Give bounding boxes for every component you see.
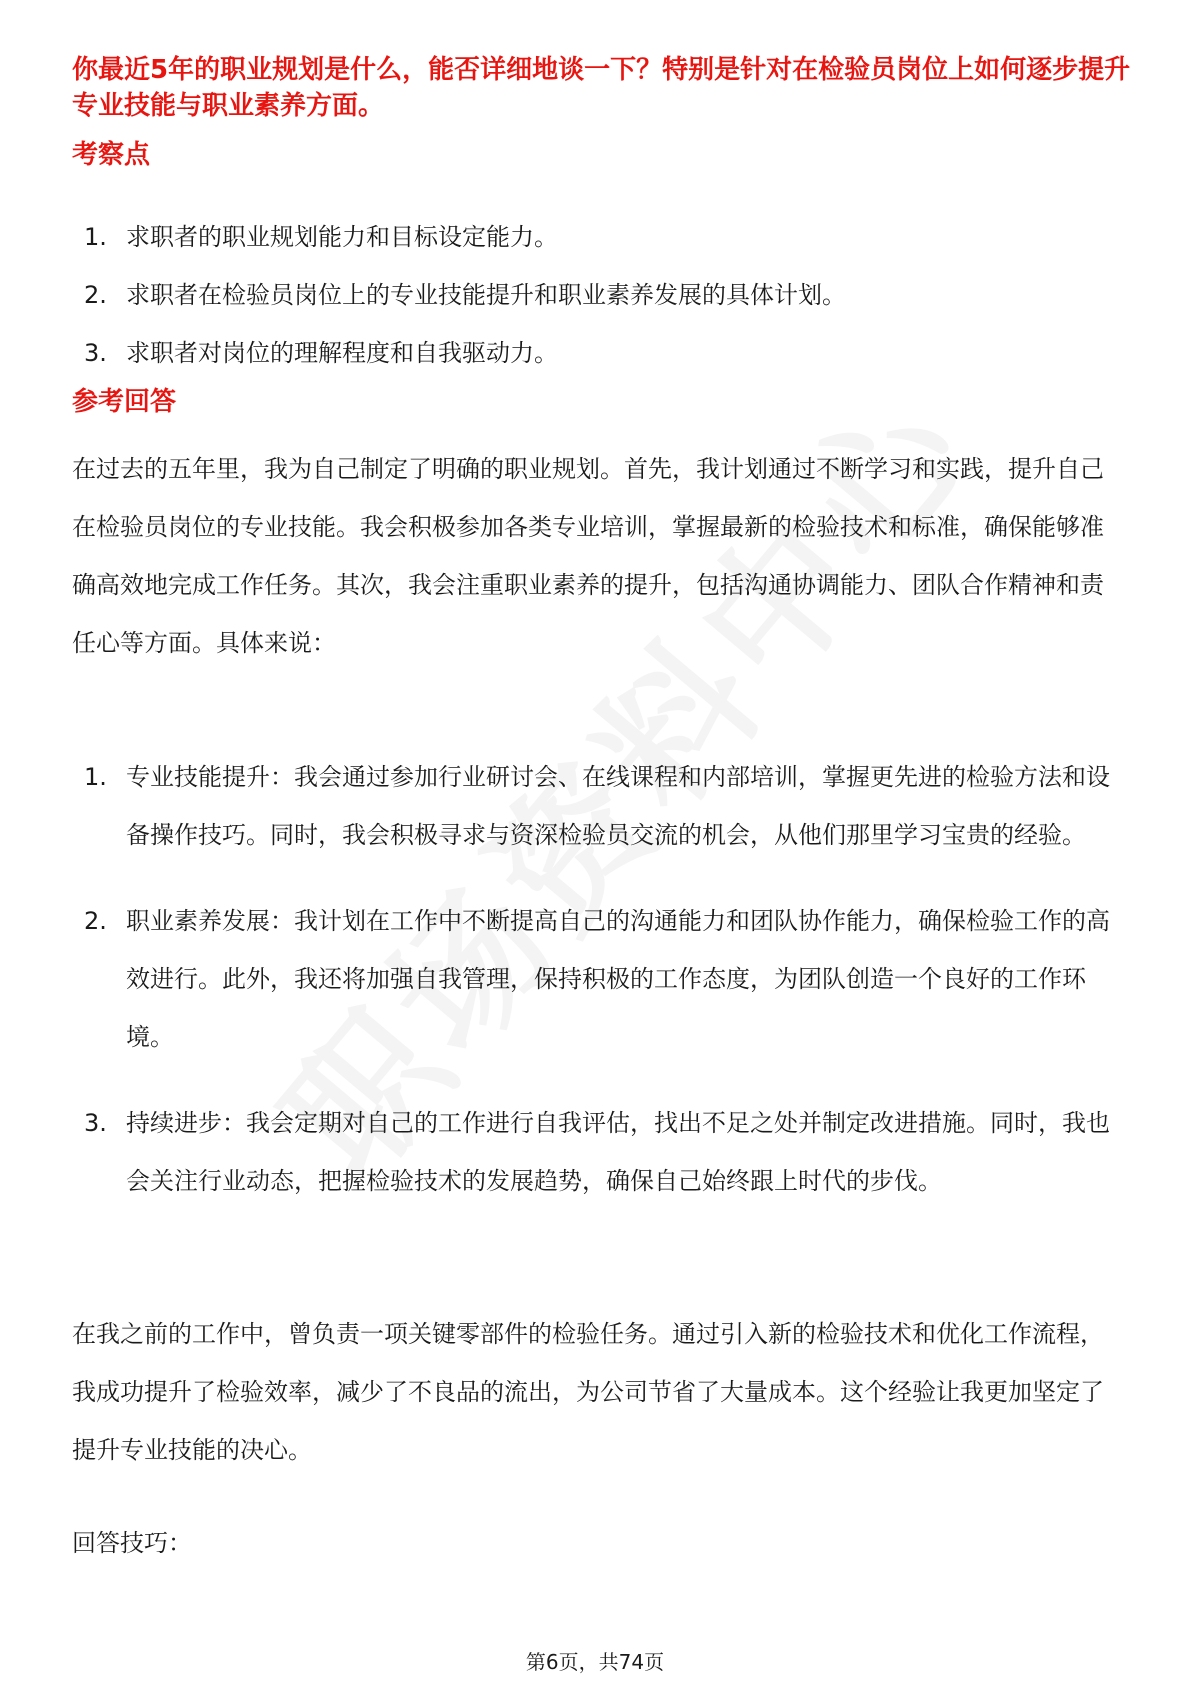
answer-steps — [72, 748, 1132, 1238]
assessment-text: 求职者对岗位的理解程度和自我驱动力。 — [126, 339, 558, 367]
answer-intro: 在过去的五年里，我为自己制定了明确的职业规划。首先，我计划通过不断学习和实践，提升自己在检验员岗位的专业技能。我会积极参加各类专业培训，掌握最新的检验技术和标准，确保能够准确高效地完成工作任务。其次，我会注重职业素养的提升，包括沟通协调能力、团队合作精神和责任心等方面。具体来说： — [72, 455, 1104, 657]
answer-step — [72, 892, 1132, 1066]
step-text: 持续进步：我会定期对自己的工作进行自我评估，找出不足之处并制定改进措施。同时，我也会关注行业动态，把握检验技术的发展趋势，确保自己始终跟上时代的步伐。 — [126, 1109, 1110, 1195]
assessment-text: 求职者在检验员岗位上的专业技能提升和职业素养发展的具体计划。 — [126, 281, 846, 309]
question-heading: 你最近5年的职业规划是什么，能否详细地谈一下？特别是针对在检验员岗位上如何逐步提升专业技能与职业素养方面。 — [72, 55, 1131, 121]
assessment-item — [72, 279, 1132, 312]
list-number: 3. — [84, 1109, 107, 1137]
step-text: 职业素养发展：我计划在工作中不断提高自己的沟通能力和团队协作能力，确保检验工作的高效进行。此外，我还将加强自我管理，保持积极的工作态度，为团队创造一个良好的工作环境。 — [126, 907, 1110, 1051]
answer-step — [72, 748, 1132, 864]
list-number: 1. — [84, 763, 107, 791]
assessment-text: 求职者的职业规划能力和目标设定能力。 — [126, 223, 558, 251]
page-footer: 第6页，共74页 — [525, 1650, 665, 1674]
assessment-item — [72, 337, 1132, 370]
assessment-item — [72, 221, 1132, 254]
tips-label: 回答技巧： — [72, 1529, 192, 1557]
list-number: 2. — [84, 907, 107, 935]
answer-step — [72, 1094, 1132, 1210]
list-number: 1. — [84, 223, 107, 251]
assessment-list — [72, 221, 1132, 395]
step-text: 专业技能提升：我会通过参加行业研讨会、在线课程和内部培训，掌握更先进的检验方法和设备操作技巧。同时，我会积极寻求与资深检验员交流的机会，从他们那里学习宝贵的经验。 — [126, 763, 1110, 849]
answer-example: 在我之前的工作中，曾负责一项关键零部件的检验任务。通过引入新的检验技术和优化工作流程，我成功提升了检验效率，减少了不良品的流出，为公司节省了大量成本。这个经验让我更加坚定了提升专业技能的决心。 — [72, 1320, 1104, 1464]
answer-title: 参考回答 — [72, 387, 177, 417]
list-number: 3. — [84, 339, 107, 367]
assessment-title: 考察点 — [72, 140, 151, 170]
list-number: 2. — [84, 281, 107, 309]
